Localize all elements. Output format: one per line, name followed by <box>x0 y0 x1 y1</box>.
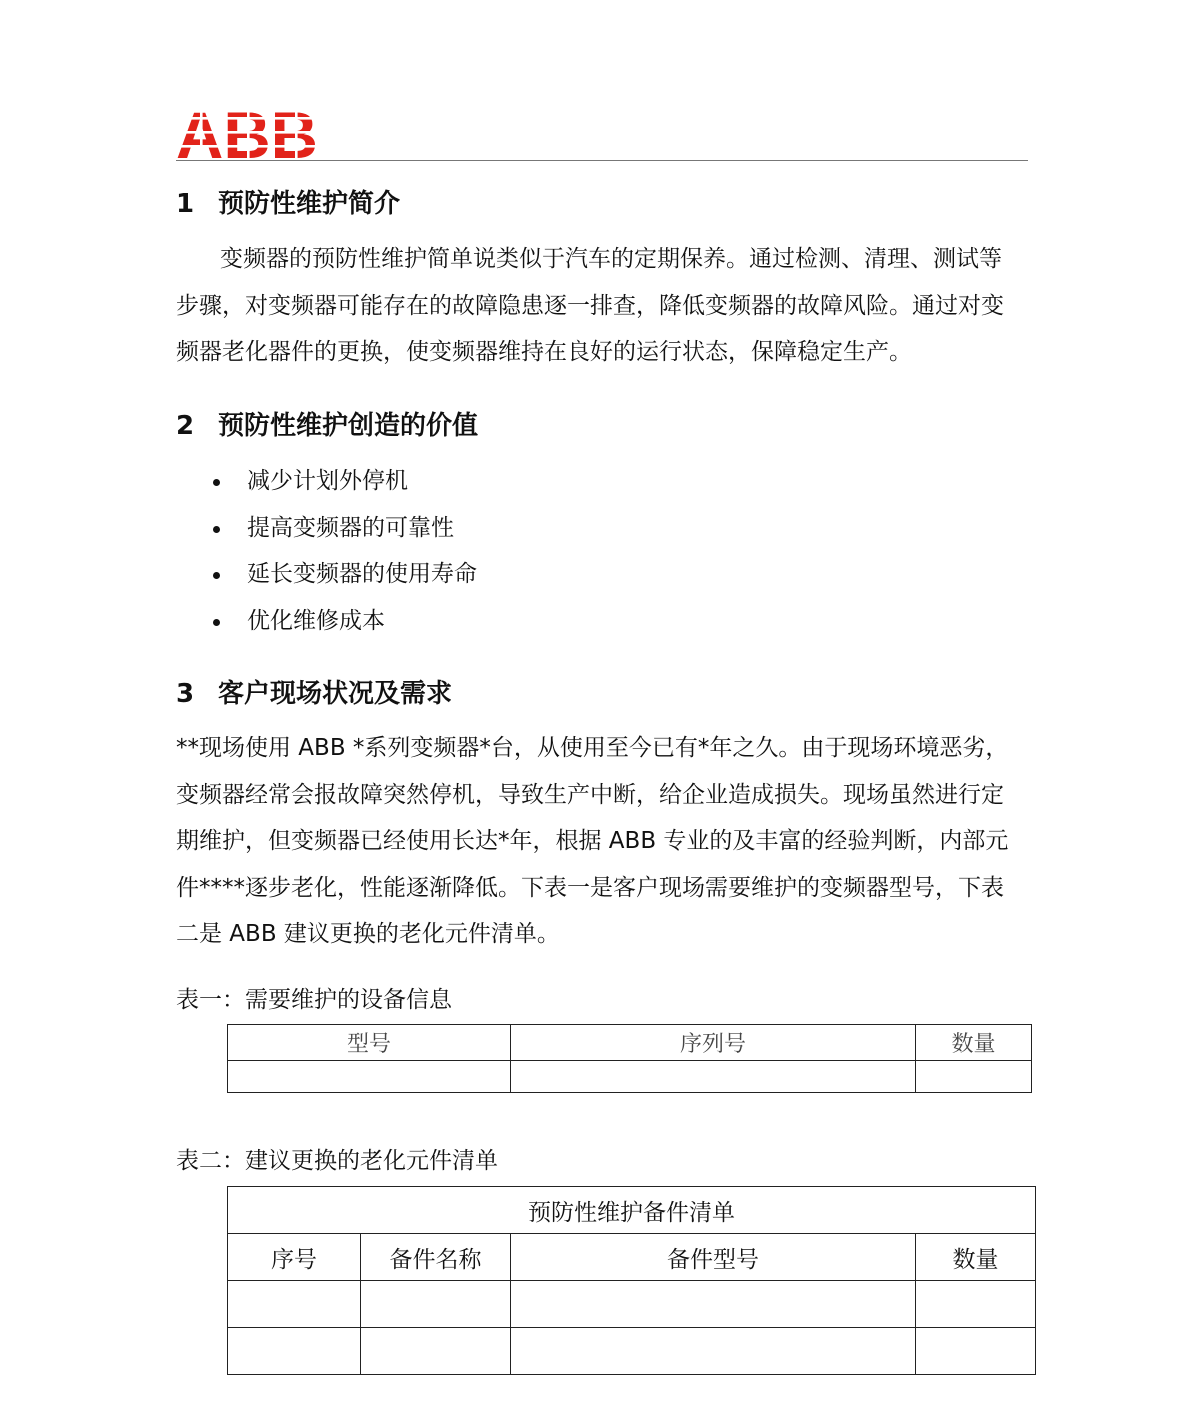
section-1-number: 1 <box>176 189 195 219</box>
table-header-row <box>228 1025 1032 1061</box>
table-cell <box>916 1328 1036 1375</box>
table-cell <box>916 1061 1032 1093</box>
table-row <box>228 1061 1032 1093</box>
table-title-row <box>228 1187 1036 1234</box>
bullet-item <box>210 598 477 645</box>
table-header-cell: 序列号 <box>511 1025 916 1061</box>
section-3-heading <box>176 678 452 710</box>
table-header-cell: 数量 <box>916 1025 1032 1061</box>
paragraph-line: 频器老化器件的更换，使变频器维持在良好的运行状态，保障稳定生产。 <box>176 339 912 365</box>
equipment-info-table <box>227 1024 1032 1093</box>
section-1-title: 预防性维护简介 <box>218 189 401 219</box>
table-2-caption: 表二：建议更换的老化元件清单 <box>176 1148 498 1174</box>
paragraph-line: 件****逐步老化，性能逐渐降低。下表一是客户现场需要维护的变频器型号，下表 <box>176 874 1004 901</box>
paragraph-line: 期维护，但变频器已经使用长达*年，根据 ABB 专业的及丰富的经验判断，内部元 <box>176 828 1009 854</box>
bullet-dot-icon <box>213 479 220 486</box>
paragraph-line: 二是 ABB 建议更换的老化元件清单。 <box>176 921 560 947</box>
bullet-dot-icon <box>213 572 220 579</box>
bullet-dot-icon <box>213 619 220 626</box>
section-2-number: 2 <box>176 411 195 441</box>
value-bullet-list <box>210 458 477 644</box>
bullet-dot-icon <box>213 526 220 533</box>
table-cell <box>361 1281 511 1328</box>
section-3-title: 客户现场状况及需求 <box>218 679 453 709</box>
bullet-item <box>210 458 477 505</box>
bullet-item <box>210 505 477 552</box>
table-row <box>228 1281 1036 1328</box>
table-header-cell: 备件型号 <box>511 1234 916 1281</box>
table-header-row <box>228 1234 1036 1281</box>
bullet-text: 提高变频器的可靠性 <box>247 514 454 541</box>
section-2-title: 预防性维护创造的价值 <box>218 411 479 441</box>
paragraph-line: 变频器的预防性维护简单说类似于汽车的定期保养。通过检测、清理、测试等 <box>220 246 1002 272</box>
table-title: 预防性维护备件清单 <box>228 1187 1036 1234</box>
table-1-caption: 表一：需要维护的设备信息 <box>176 987 452 1013</box>
table-cell <box>916 1281 1036 1328</box>
table-row <box>228 1328 1036 1375</box>
header-rule <box>176 160 1028 161</box>
section-2-heading <box>176 410 478 442</box>
table-cell <box>511 1061 916 1093</box>
paragraph-line: 变频器经常会报故障突然停机，导致生产中断，给企业造成损失。现场虽然进行定 <box>176 781 1004 808</box>
paragraph-line: **现场使用 ABB *系列变频器*台，从使用至今已有*年之久。由于现场环境恶劣， <box>176 735 1009 761</box>
table-header-cell: 序号 <box>228 1234 361 1281</box>
spare-parts-table <box>227 1186 1036 1375</box>
paragraph-line: 步骤，对变频器可能存在的故障隐患逐一排查，降低变频器的故障风险。通过对变 <box>176 292 1004 319</box>
section-3-paragraph <box>176 725 1036 958</box>
table-cell <box>361 1328 511 1375</box>
section-1-paragraph <box>176 236 1036 376</box>
table-cell <box>511 1328 916 1375</box>
abb-logo <box>176 104 320 160</box>
table-cell <box>511 1281 916 1328</box>
table-cell <box>228 1061 511 1093</box>
bullet-text: 优化维修成本 <box>247 607 385 634</box>
section-1-heading <box>176 188 400 220</box>
table-cell <box>228 1328 361 1375</box>
table-header-cell: 数量 <box>916 1234 1036 1281</box>
table-header-cell: 型号 <box>228 1025 511 1061</box>
bullet-text: 延长变频器的使用寿命 <box>247 561 477 587</box>
table-cell <box>228 1281 361 1328</box>
bullet-text: 减少计划外停机 <box>247 468 408 494</box>
table-header-cell: 备件名称 <box>361 1234 511 1281</box>
section-3-number: 3 <box>176 679 195 709</box>
bullet-item <box>210 551 477 598</box>
